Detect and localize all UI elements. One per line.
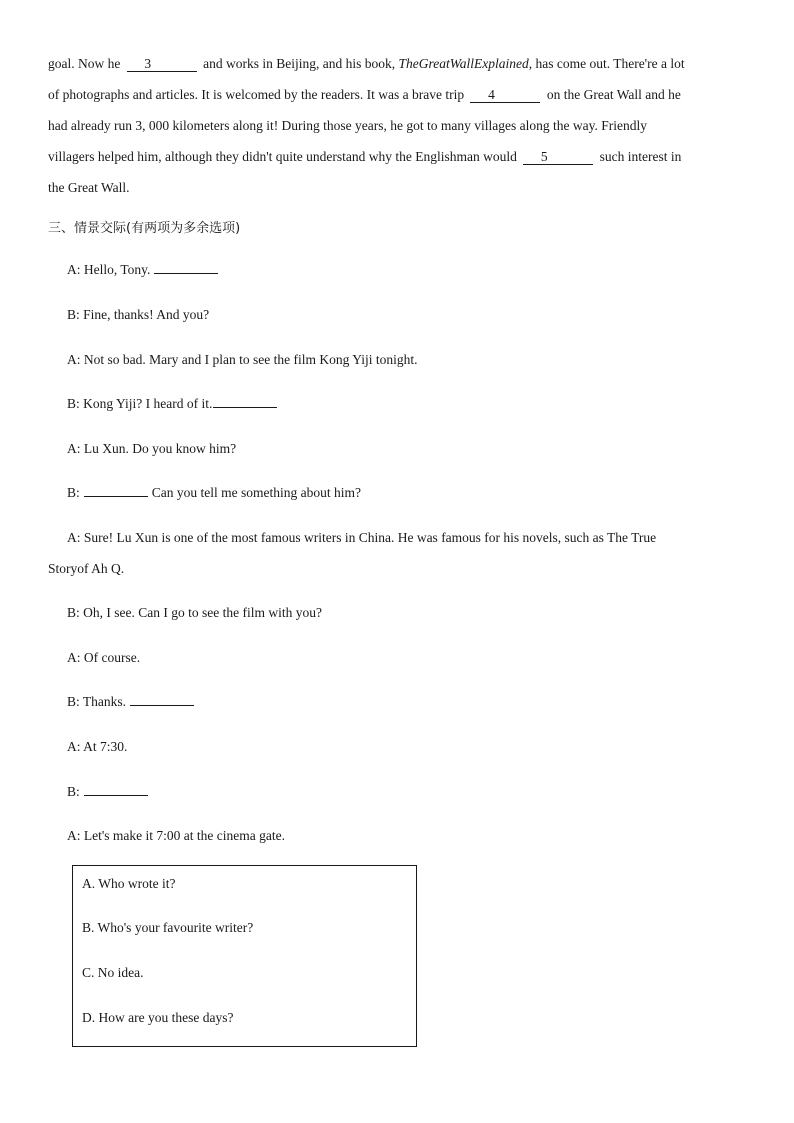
passage-text: goal. Now he [48,56,121,71]
answer-blank[interactable] [213,394,277,408]
answer-blank[interactable] [130,692,194,706]
dialogue-line: B: Fine, thanks! And you? [67,307,210,322]
option-c: C. No idea. [82,965,144,980]
option-a: A. Who wrote it? [82,876,176,891]
answer-blank-4: 4 [470,87,540,103]
answer-blank[interactable] [84,782,148,796]
answer-blank-3: 3 [127,56,197,72]
dialogue-line: A: Hello, Tony. [67,260,218,280]
dialogue-line: B: Kong Yiji? I heard of it. [67,394,277,414]
dialogue-line: B: Thanks. [67,692,194,712]
options-box [72,865,417,1047]
passage-text: such interest in [599,149,682,164]
passage-line-2 [48,85,681,105]
dialogue-line: B: [67,782,148,802]
book-title: TheGreatWallExplained, [398,56,533,71]
passage-text: villagers helped him, although they didn't quite understand why the Englishman would [48,149,517,164]
dialogue-line-continued: Storyof Ah Q. [48,561,125,576]
dialogue-line: A: Of course. [67,650,141,665]
option-d: D. How are you these days? [82,1010,234,1025]
passage-line-4 [48,147,681,167]
passage-line-1 [48,54,685,74]
passage-line-5: the Great Wall. [48,180,130,195]
answer-blank[interactable] [84,483,148,497]
dialogue-line: B: Can you tell me something about him? [67,485,361,500]
dialogue-line: A: Not so bad. Mary and I plan to see the film Kong Yiji tonight. [67,352,418,367]
dialogue-line: A: At 7:30. [67,739,128,754]
passage-text: on the Great Wall and he [546,87,681,102]
passage-text: and works in Beijing, and his book, [203,56,396,71]
option-b: B. Who's your favourite writer? [82,920,254,935]
passage-text: has come out. There're a lot [535,56,685,71]
answer-blank-5: 5 [523,149,593,165]
passage-text: of photographs and articles. It is welcomed by the readers. It was a brave trip [48,87,465,102]
dialogue-line: A: Sure! Lu Xun is one of the most famous writers in China. He was famous for his novels, such as The True [67,530,657,545]
section-heading: 三、情景交际(有两项为多余选项) [48,221,241,236]
dialogue-line: A: Let's make it 7:00 at the cinema gate. [67,828,285,843]
dialogue-line: B: Oh, I see. Can I go to see the film with you? [67,605,322,620]
passage-line-3: had already run 3, 000 kilometers along it! During those years, he got to many villages along the way. Friendly [48,118,647,133]
dialogue-line: A: Lu Xun. Do you know him? [67,441,237,456]
answer-blank[interactable] [154,260,218,274]
